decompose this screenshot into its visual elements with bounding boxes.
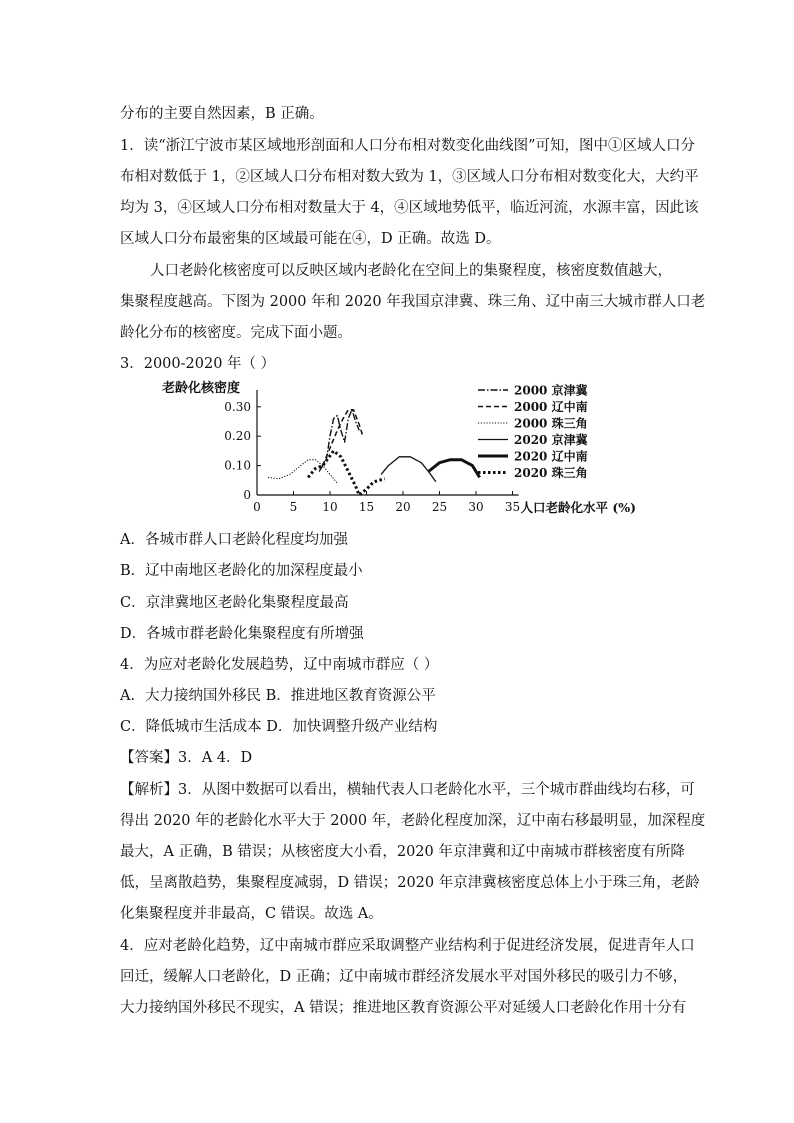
- text-line: 分布的主要自然因素，B 正确。: [120, 106, 324, 122]
- x-tick-label: 20: [395, 500, 411, 514]
- text-line: 大力接纳国外移民不现实，A 错误；推进地区教育资源公平对延缓人口老龄化作用十分有: [120, 1000, 687, 1016]
- options-ab: A．大力接纳国外移民 B．推进地区教育资源公平: [120, 688, 436, 704]
- x-tick-label: 25: [431, 500, 448, 514]
- y-tick-label: 0.10: [224, 458, 251, 473]
- legend-label: 2020 珠三角: [514, 466, 588, 480]
- x-tick-label: 30: [468, 500, 484, 514]
- x-tick-label: 0: [253, 500, 261, 514]
- series-line: [308, 451, 385, 495]
- legend-label: 2000 京津冀: [514, 383, 588, 398]
- y-tick-label: 0: [243, 488, 251, 502]
- text-line: 布相对数低于 1，②区域人口分布相对数大致为 1，③区域人口分布相对数变化大，大约平: [120, 169, 699, 185]
- option-a: A．各城市群人口老龄化程度均加强: [120, 532, 348, 548]
- series-line: [323, 410, 363, 466]
- y-axis-label: 老龄化核密度: [162, 381, 241, 396]
- x-tick-label: 10: [322, 500, 338, 514]
- text-line: 化集聚程度并非最高，C 错误。故选 A。: [120, 906, 383, 922]
- option-d: D．各城市群老龄化集聚程度有所增强: [120, 626, 364, 642]
- text-line: 【解析】3．从图中数据可以看出，横轴代表人口老龄化水平，三个城市群曲线均右移，可: [120, 782, 695, 798]
- text-line: 龄化分布的核密度。完成下面小题。: [120, 325, 352, 341]
- option-c: C．京津冀地区老龄化集聚程度最高: [120, 595, 349, 611]
- text-line: 均为 3，④区域人口分布相对数量大于 4，④区域地势低平，临近河流，水源丰富，因此该: [120, 200, 699, 216]
- text-line: 集聚程度越高。下图为 2000 年和 2020 年我国京津冀、珠三角、辽中南三大城市群人口老: [120, 294, 706, 310]
- x-tick-label: 15: [358, 500, 375, 514]
- option-b: B．辽中南地区老龄化的加深程度最小: [120, 563, 363, 579]
- series-line: [381, 457, 436, 482]
- series-line: [268, 460, 337, 484]
- text-line: 1．读“浙江宁波市某区域地形剖面和人口分布相对数变化曲线图”可知，图中①区域人口分: [120, 138, 696, 154]
- y-tick-label: 0.30: [224, 399, 251, 414]
- question-4-stem: 4．为应对老龄化发展趋势，辽中南城市群应（ ）: [120, 657, 439, 673]
- legend-label: 2000 辽中南: [514, 400, 588, 414]
- question-3-stem: 3．2000-2020 年（ ）: [120, 356, 276, 372]
- series-line: [319, 410, 359, 472]
- legend-label: 2020 辽中南: [514, 449, 588, 464]
- x-tick-label: 5: [289, 500, 298, 514]
- text-line: 最大，A 正确，B 错误；从核密度大小看，2020 年京津冀和辽中南城市群核密度有所降: [120, 844, 685, 860]
- text-line: 4．应对老龄化趋势，辽中南城市群应采取调整产业结构利于促进经济发展，促进青年人口: [120, 938, 695, 954]
- text-line: 人口老龄化核密度可以反映区域内老龄化在空间上的集聚程度，核密度数值越大，: [150, 263, 672, 279]
- legend-label: 2020 京津冀: [514, 433, 588, 447]
- text-line: 区域人口分布最密集的区域最可能在④，D 正确。故选 D。: [120, 231, 501, 247]
- answer-line: 【答案】3．A 4．D: [120, 750, 253, 766]
- series-line: [429, 460, 480, 478]
- aging-kernel-density-chart: [160, 378, 640, 520]
- options-cd: C．降低城市生活成本 D．加快调整升级产业结构: [120, 719, 438, 735]
- legend-label: 2000 珠三角: [514, 416, 588, 431]
- text-line: 回迁，缓解人口老龄化，D 正确；辽中南城市群经济发展水平对国外移民的吸引力不够，: [120, 969, 688, 985]
- text-line: 得出 2020 年的老龄化水平大于 2000 年，老龄化程度加深，辽中南右移最明显，加深程度: [120, 813, 706, 829]
- text-line: 低，呈离散趋势，集聚程度减弱，D 错误；2020 年京津冀核密度总体上小于珠三角，老龄: [120, 875, 700, 891]
- y-tick-label: 0.20: [224, 429, 251, 444]
- x-tick-label: 35: [504, 500, 521, 514]
- x-axis-label: 人口老龄化水平 (%): [520, 500, 637, 515]
